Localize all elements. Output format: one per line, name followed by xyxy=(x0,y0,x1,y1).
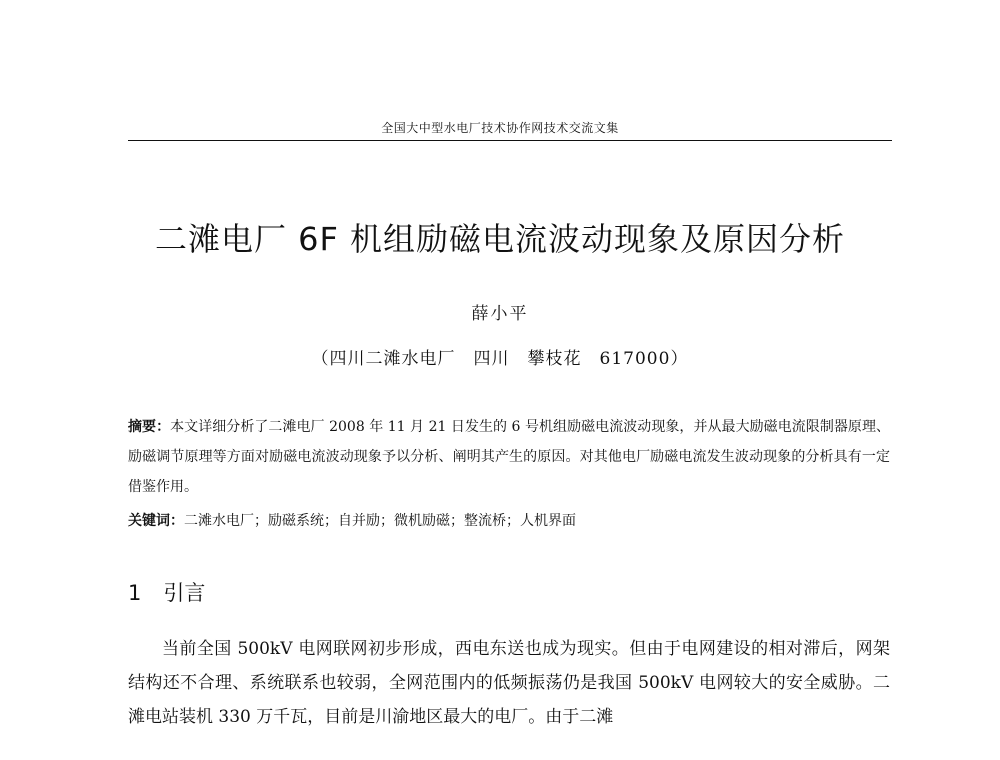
body-paragraph: 当前全国 500kV 电网联网初步形成，西电东送也成为现实。但由于电网建设的相对滞后，网架结构还不合理、系统联系也较弱，全网范围内的低频振荡仍是我国 500kV 电网较大的安全威胁。二滩电站装机 330 万千瓦，目前是川渝地区最大的电厂。由于二滩 xyxy=(128,639,890,727)
author-affiliation: （四川二滩水电厂 四川 攀枝花 617000） xyxy=(311,349,689,369)
section-title: 引言 xyxy=(163,581,206,605)
paper-title: 二滩电厂 6F 机组励磁电流波动现象及原因分析 xyxy=(154,220,846,258)
keywords-label: 关键词： xyxy=(128,513,184,529)
abstract xyxy=(128,412,890,502)
keywords-text: 二滩水电厂；励磁系统；自并励；微机励磁；整流桥；人机界面 xyxy=(184,513,576,529)
abstract-label: 摘要： xyxy=(128,419,171,435)
section-heading xyxy=(128,577,205,607)
abstract-text: 本文详细分析了二滩电厂 2008 年 11 月 21 日发生的 6 号机组励磁电流波动现象，并从最大励磁电流限制器原理、励磁调节原理等方面对励磁电流波动现象予以分析、阐明其产生的原因。对其他电厂励磁电流发生波动现象的分析具有一定借鉴作用。 xyxy=(128,419,891,495)
author-name: 薛小平 xyxy=(471,304,529,324)
section-number: 1 xyxy=(128,581,142,605)
running-header: 全国大中型水电厂技术协作网技术交流文集 xyxy=(381,121,619,135)
header-rule xyxy=(128,140,892,141)
keywords xyxy=(128,506,890,536)
